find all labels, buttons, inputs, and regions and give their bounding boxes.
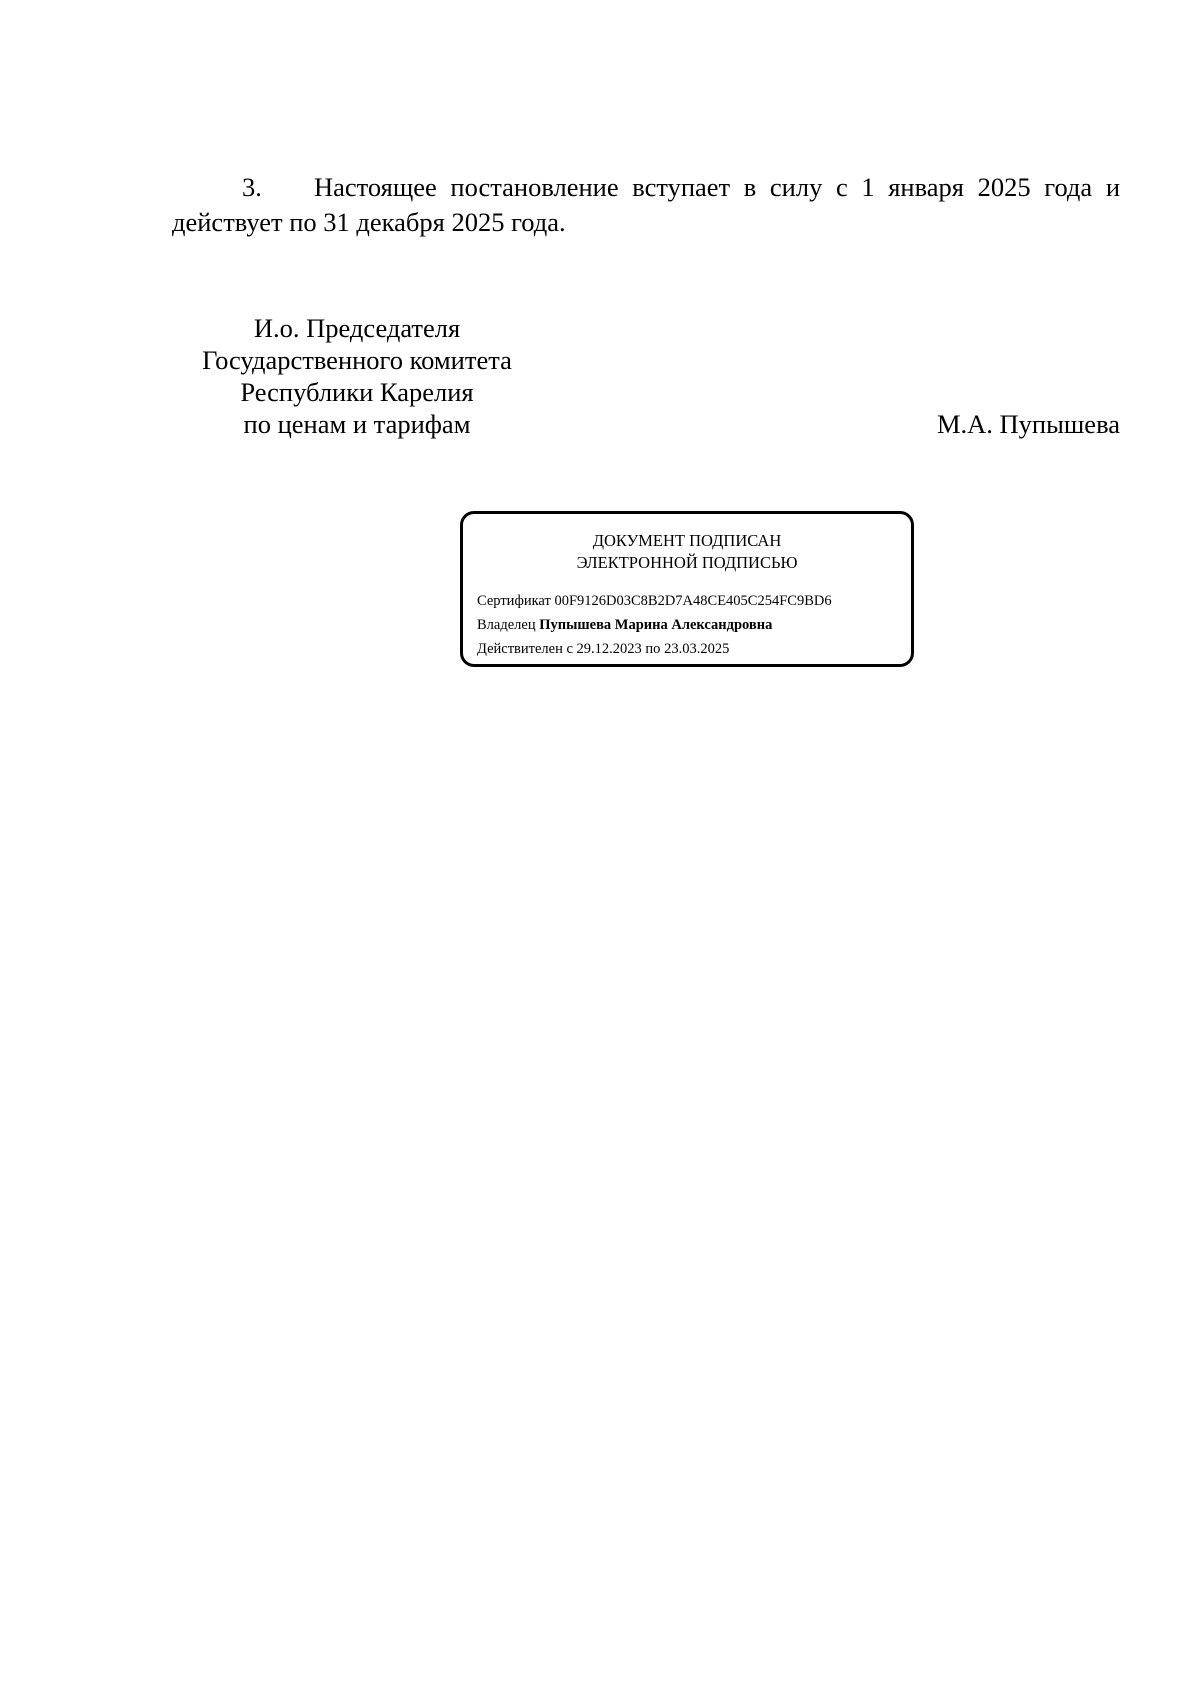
certificate-label: Сертификат bbox=[477, 593, 551, 609]
clause-line-1 bbox=[172, 170, 1120, 205]
stamp-owner bbox=[477, 613, 832, 637]
signer-position-line-3: Республики Карелия bbox=[240, 377, 474, 407]
signer-position bbox=[172, 312, 542, 440]
signer-position-line-4: по ценам и тарифам bbox=[243, 409, 471, 439]
owner-label: Владелец bbox=[477, 617, 536, 633]
valid-from-date: 29.12.2023 bbox=[576, 641, 642, 657]
stamp-validity bbox=[477, 637, 832, 661]
signer-name: М.А. Пупышева bbox=[936, 409, 1120, 439]
valid-to-date: 23.03.2025 bbox=[664, 641, 730, 657]
stamp-certificate bbox=[477, 589, 832, 613]
valid-from-label: Действителен с bbox=[477, 641, 573, 657]
stamp-title bbox=[463, 530, 911, 574]
stamp-title-line-2: ЭЛЕКТРОННОЙ ПОДПИСЬЮ bbox=[576, 553, 798, 572]
stamp-title-line-1: ДОКУМЕНТ ПОДПИСАН bbox=[592, 531, 782, 550]
clause-line-2: действует по 31 декабря 2025 года. bbox=[172, 207, 566, 237]
electronic-signature-stamp bbox=[460, 511, 914, 667]
clause-text-1: Настоящее постановление вступает в силу с 1 января 2025 года и bbox=[314, 172, 1120, 202]
owner-value: Пупышева Марина Александровна bbox=[539, 617, 773, 633]
clause-number: 3. bbox=[242, 172, 262, 202]
stamp-details bbox=[477, 589, 832, 661]
valid-to-label: по bbox=[645, 641, 661, 657]
clause-3 bbox=[172, 170, 1120, 240]
signer-position-line-1: И.о. Председателя bbox=[253, 313, 461, 343]
signer-position-line-2: Государственного комитета bbox=[202, 345, 512, 375]
certificate-value: 00F9126D03C8B2D7A48CE405C254FC9BD6 bbox=[554, 593, 832, 609]
